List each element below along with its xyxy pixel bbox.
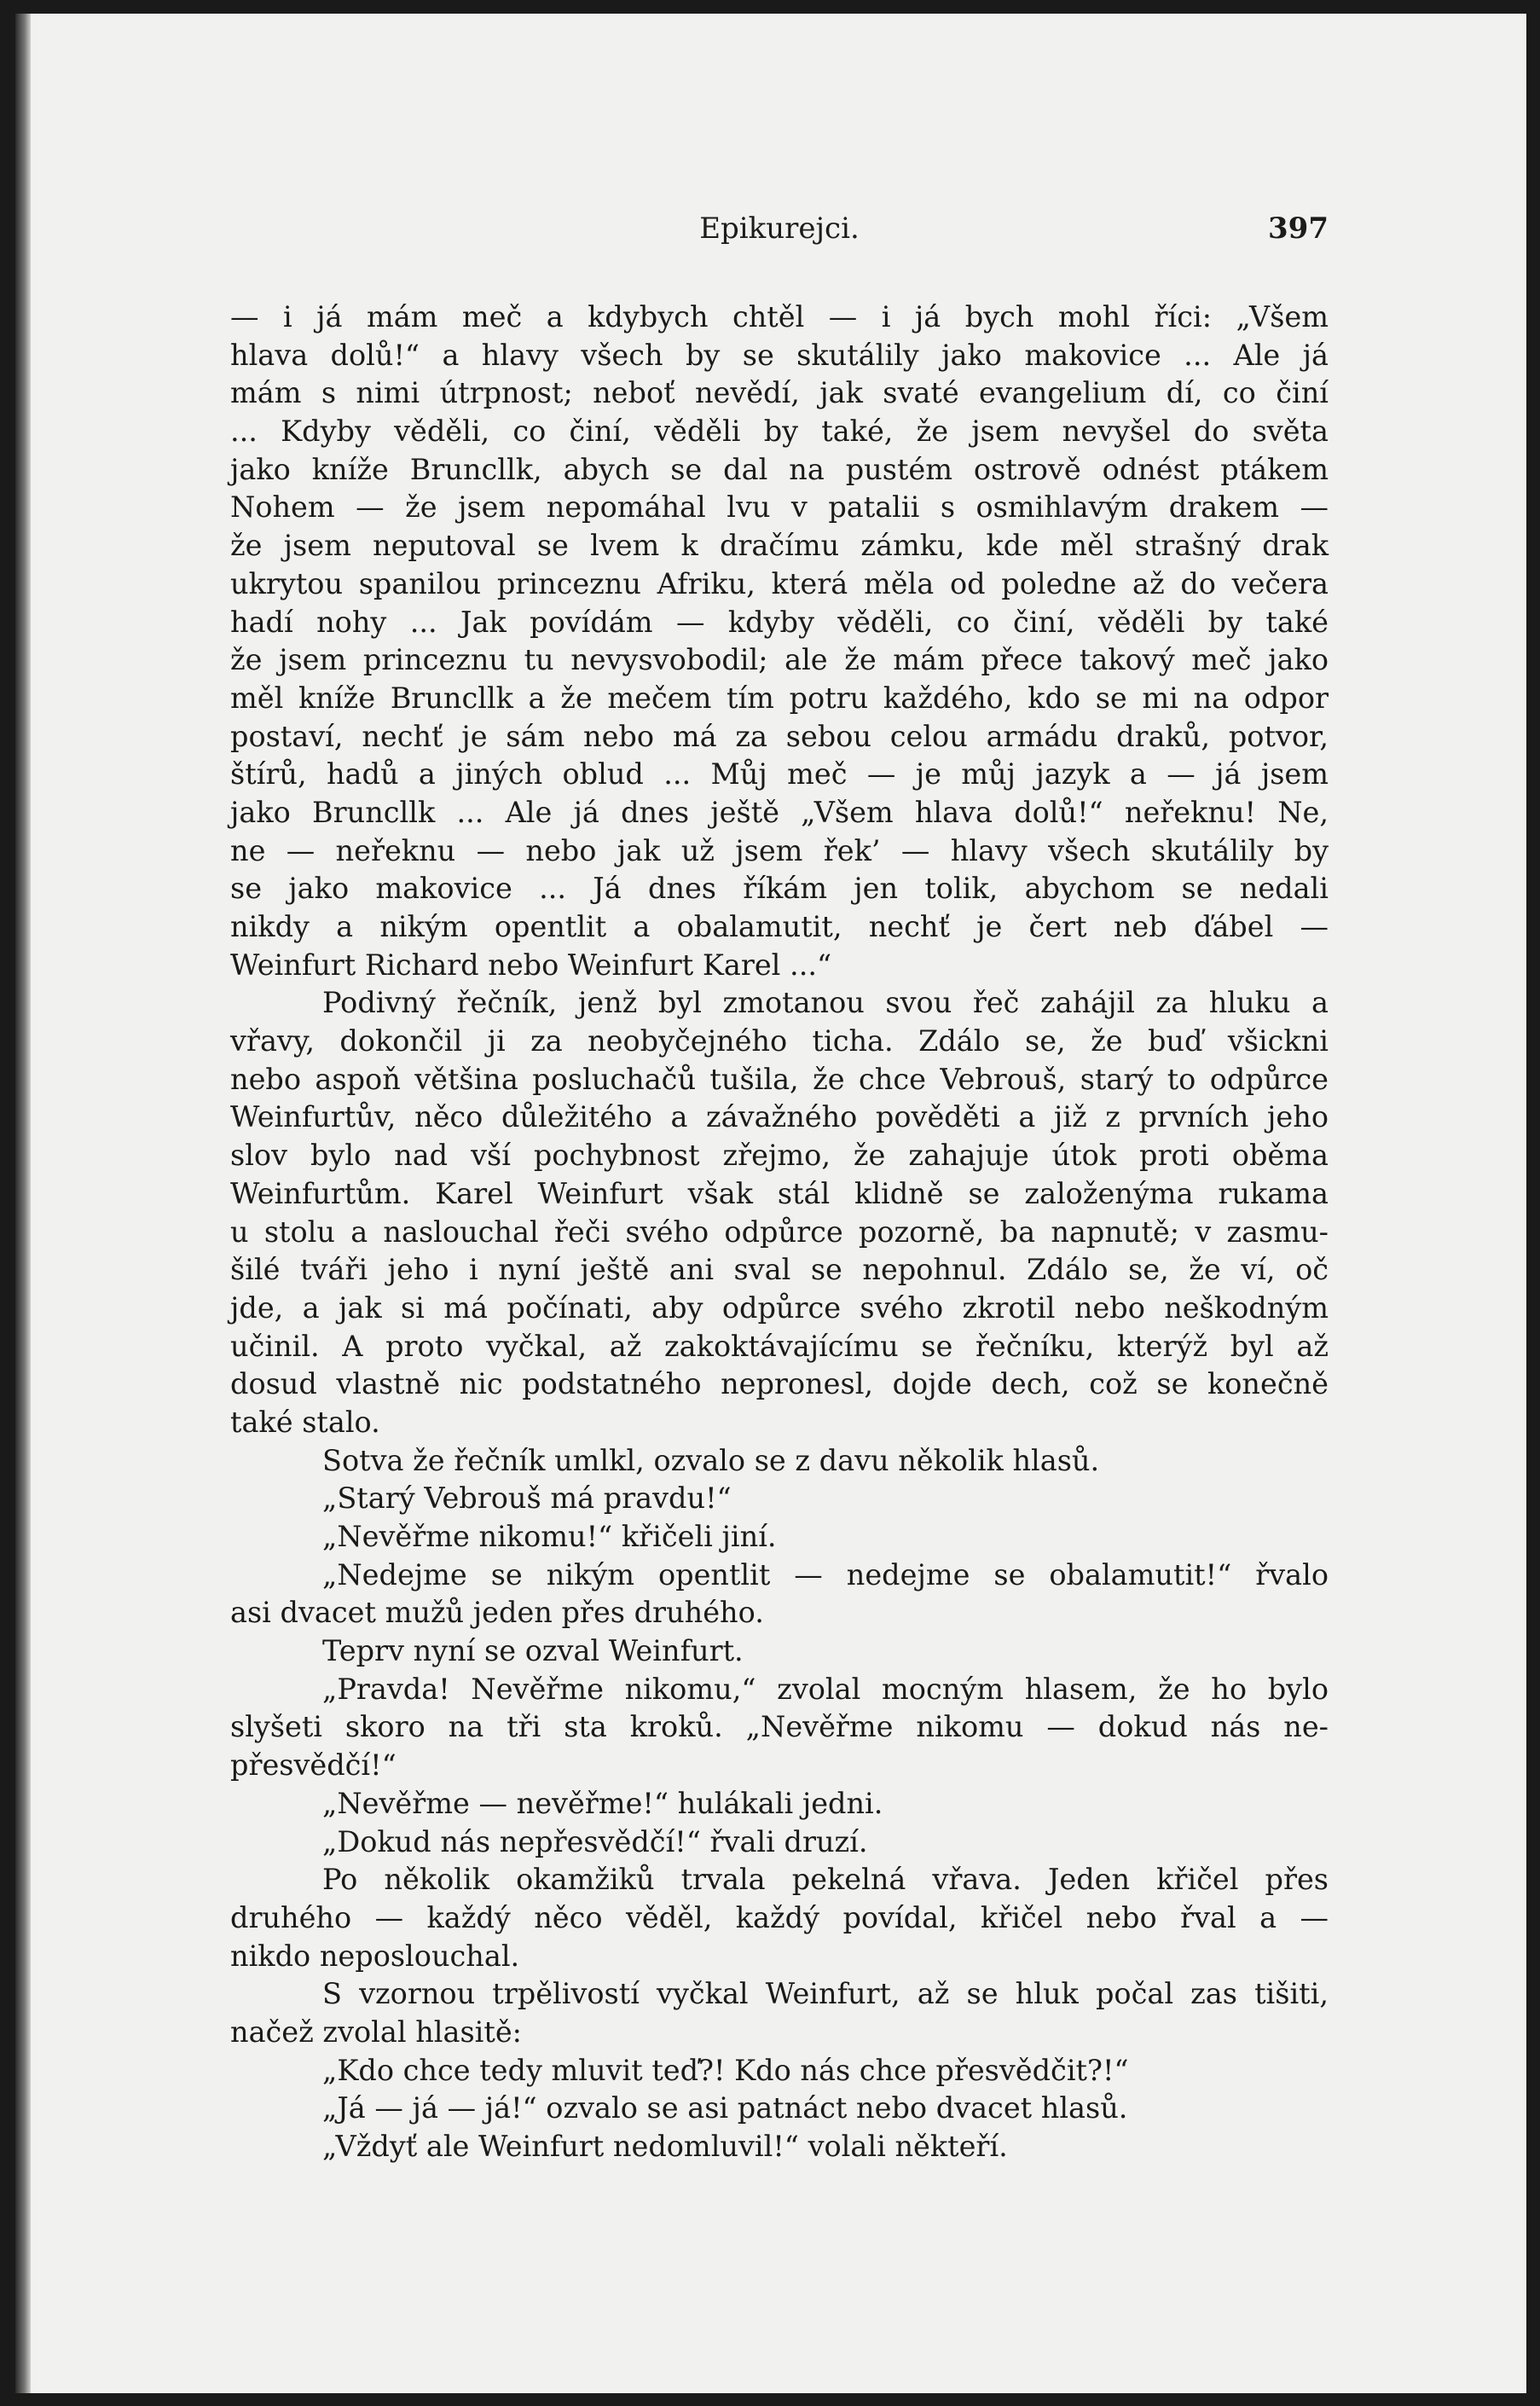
paragraph — [230, 2052, 1329, 2090]
paragraph — [230, 1632, 1329, 1671]
paragraph — [230, 1785, 1329, 1823]
text-line: u stolu a naslouchal řeči svého odpůrce pozorně, ba napnutě; v zasmu- — [230, 1215, 1329, 1249]
paragraph — [230, 1975, 1329, 2051]
paragraph — [230, 1823, 1329, 1862]
text-line: — i já mám meč a kdybych chtěl — i já bych mohl říci: „Všem — [230, 300, 1329, 333]
text-line: šilé tváři jeho i nyní ještě ani sval se nepohnul. Zdálo se, že ví, oč — [230, 1253, 1329, 1287]
text-line: že jsem neputoval se lvem k dračímu zámku, kde měl strašný drak — [230, 529, 1329, 563]
page-number: 397 — [1268, 212, 1329, 246]
text-line: dosud vlastně nic podstatného nepronesl, dojde dech, což se konečně — [230, 1367, 1329, 1401]
text-line: štírů, hadů a jiných oblud ... Můj meč — je můj jazyk a — já jsem — [230, 757, 1329, 791]
page-spine-shadow — [15, 14, 31, 2393]
paragraph — [230, 1557, 1329, 1632]
text-line: ukrytou spanilou princeznu Afriku, která měla od poledne až do večera — [230, 566, 1329, 600]
text-line: jde, a jak si má počínati, aby odpůrce svého zkrotil nebo neškodným — [230, 1290, 1329, 1325]
text-line: postaví, nechť je sám nebo má za sebou celou armádu draků, potvor, — [230, 719, 1329, 753]
text-line: nikdo neposlouchal. — [230, 1939, 520, 1973]
text-line: jako kníže Bruncllk, abych se dal na pustém ostrově odnést ptákem — [230, 452, 1329, 486]
paragraph — [230, 299, 1329, 984]
paragraph — [230, 2128, 1329, 2166]
paragraph — [230, 1671, 1329, 1785]
text-line: vřavy, dokončil ji za neobyčejného ticha. Zdálo se, že buď všickni — [230, 1024, 1329, 1058]
text-line: Nohem — že jsem nepomáhal lvu v patalii s osmihlavým drakem — — [230, 490, 1329, 525]
text-line: se jako makovice ... Já dnes říkám jen tolik, abychom se nedali — [230, 872, 1329, 906]
text-line: slov bylo nad vší pochybnost zřejmo, že zahajuje útok proti oběma — [230, 1139, 1329, 1173]
text-line: „Vždyť ale Weinfurt nedomluvil!“ volali někteří. — [322, 2130, 1008, 2163]
page-header — [230, 212, 1329, 254]
text-line: „Nedejme se nikým opentlit — nedejme se obalamutit!“ řvalo — [322, 1557, 1329, 1591]
text-line: Po několik okamžiků trvala pekelná vřava. Jeden křičel přes — [322, 1863, 1329, 1897]
text-line: učinil. A proto vyčkal, až zakoktávajícímu se řečníku, kterýž byl až — [230, 1329, 1329, 1363]
text-line: „Nevěřme nikomu!“ křičeli jiní. — [322, 1520, 777, 1553]
text-line: Sotva že řečník umlkl, ozvalo se z davu několik hlasů. — [322, 1443, 1100, 1477]
text-line: Weinfurtům. Karel Weinfurt však stál klidně se založenýma rukama — [230, 1176, 1329, 1210]
text-line: hlava dolů!“ a hlavy všech by se skutálily jako makovice ... Ale já — [230, 338, 1329, 372]
text-line: nebo aspoň většina posluchačů tušila, že chce Vebrouš, starý to odpůrce — [230, 1062, 1329, 1096]
text-line: ne — neřeknu — nebo jak už jsem řek’ — hlavy všech skutálily by — [230, 833, 1329, 867]
text-line: „Pravda! Nevěřme nikomu,“ zvolal mocným hlasem, že ho bylo — [322, 1672, 1329, 1706]
text-line: slyšeti skoro na tři sta kroků. „Nevěřme nikomu — dokud nás ne- — [230, 1710, 1329, 1744]
text-line: také stalo. — [230, 1405, 380, 1439]
text-line: mám s nimi útrpnost; neboť nevědí, jak svaté evangelium dí, co činí — [230, 376, 1329, 410]
text-line: Weinfurtův, něco důležitého a závažného pověděti a již z prvních jeho — [230, 1100, 1329, 1134]
text-line: měl kníže Bruncllk a že mečem tím potru každého, kdo se mi na odpor — [230, 681, 1329, 715]
running-title: Epikurejci. — [699, 212, 860, 246]
body-text — [230, 299, 1329, 2166]
text-line: Teprv nyní se ozval Weinfurt. — [322, 1634, 744, 1668]
paragraph — [230, 1442, 1329, 1481]
paragraph — [230, 1861, 1329, 1975]
text-line: nikdy a nikým opentlit a obalamutit, nechť je čert neb ďábel — — [230, 910, 1329, 943]
text-line: „Nevěřme — nevěřme!“ hulákali jedni. — [322, 1786, 883, 1820]
paragraph — [230, 2090, 1329, 2128]
book-page — [15, 14, 1526, 2393]
text-line: asi dvacet mužů jeden přes druhého. — [230, 1596, 764, 1630]
text-line: hadí nohy ... Jak povídám — kdyby věděli, co činí, věděli by také — [230, 605, 1329, 639]
paragraph — [230, 1480, 1329, 1518]
text-line: přesvědčí!“ — [230, 1748, 397, 1783]
text-line: druhého — každý něco věděl, každý povídal, křičel nebo řval a — — [230, 1900, 1329, 1934]
text-line: ... Kdyby věděli, co činí, věděli by také, že jsem nevyšel do světa — [230, 415, 1329, 449]
text-line: Podivný řečník, jenž byl zmotanou svou řeč zahájil za hluku a — [322, 986, 1329, 1020]
text-line: že jsem princeznu tu nevysvobodil; ale že mám přece takový meč jako — [230, 643, 1329, 677]
text-line: „Dokud nás nepřesvědčí!“ řvali druzí. — [322, 1824, 868, 1858]
text-line: „Kdo chce tedy mluvit teď?! Kdo nás chce přesvědčit?!“ — [322, 2053, 1129, 2087]
text-line: načež zvolal hlasitě: — [230, 2015, 522, 2049]
paragraph — [230, 984, 1329, 1441]
text-line: S vzornou trpělivostí vyčkal Weinfurt, až se hluk počal zas tišiti, — [322, 1977, 1329, 2011]
text-line: „Já — já — já!“ ozvalo se asi patnáct nebo dvacet hlasů. — [322, 2091, 1128, 2125]
paragraph — [230, 1518, 1329, 1557]
text-line: Weinfurt Richard nebo Weinfurt Karel ...“ — [230, 948, 832, 982]
text-line: jako Bruncllk ... Ale já dnes ještě „Všem hlava dolů!“ neřeknu! Ne, — [230, 795, 1329, 829]
text-line: „Starý Vebrouš má pravdu!“ — [322, 1481, 732, 1516]
